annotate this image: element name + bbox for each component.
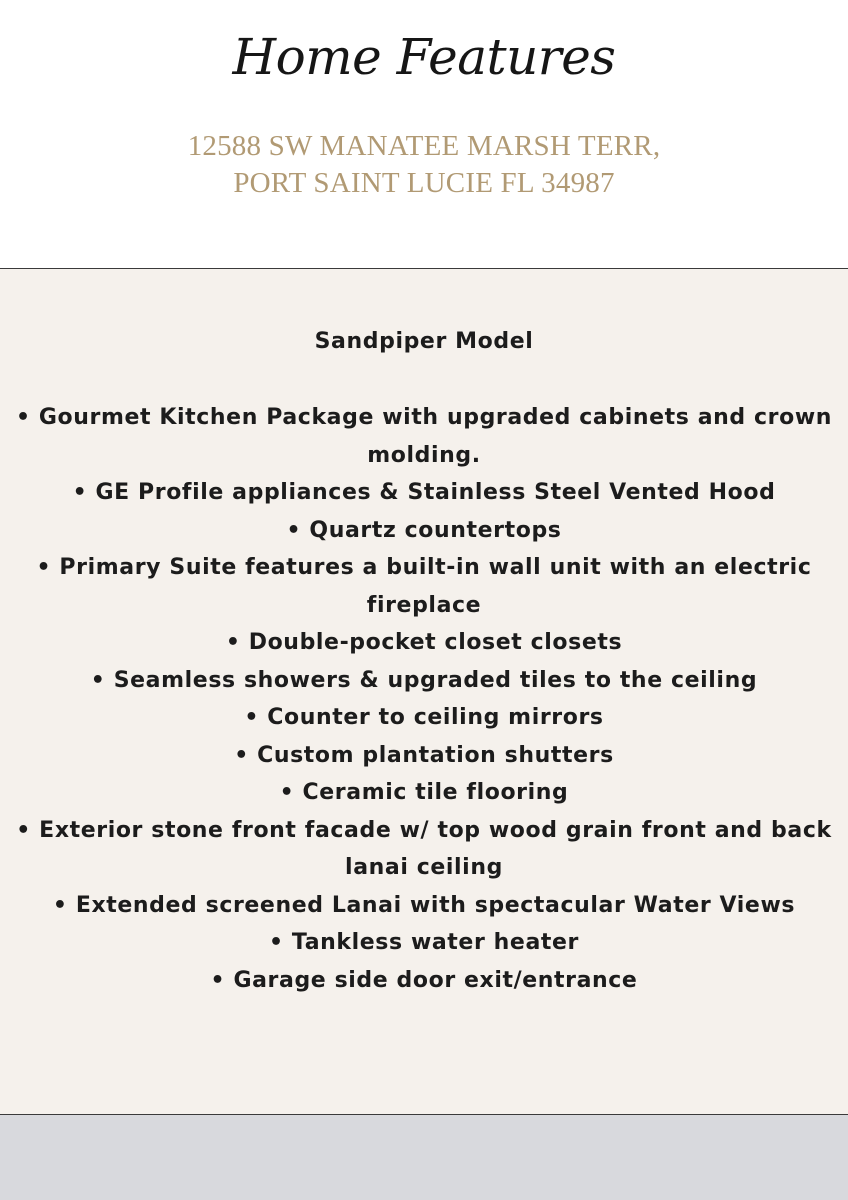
page-title: Home Features	[232, 28, 616, 86]
features-panel	[0, 268, 848, 1115]
feature-item: • Counter to ceiling mirrors	[244, 705, 604, 730]
feature-item: • Extended screened Lanai with spectacular Water Views	[52, 892, 796, 918]
feature-item: • Primary Suite features a built-in wall unit with an electric fireplace	[36, 555, 812, 618]
address-line-2: PORT SAINT LUCIE FL 34987	[233, 167, 615, 199]
property-address	[0, 128, 848, 202]
footer-band	[0, 1115, 848, 1200]
feature-item: • Gourmet Kitchen Package with upgraded cabinets and crown molding.	[15, 405, 833, 468]
feature-item: • Quartz countertops	[286, 517, 562, 543]
feature-item: • Tankless water heater	[269, 930, 579, 955]
feature-item: • Custom plantation shutters	[234, 742, 614, 768]
header	[0, 0, 848, 268]
feature-item: • GE Profile appliances & Stainless Steel Vented Hood	[72, 480, 776, 505]
address-line-1: 12588 SW MANATEE MARSH TERR,	[187, 130, 661, 162]
model-name: Sandpiper Model	[314, 329, 534, 354]
feature-item: • Exterior stone front facade w/ top wood grain front and back lanai ceiling	[16, 817, 832, 880]
feature-item: • Ceramic tile flooring	[279, 780, 569, 805]
feature-item: • Double-pocket closet closets	[225, 630, 623, 655]
features-list	[14, 399, 834, 999]
feature-item: • Seamless showers & upgraded tiles to the ceiling	[90, 667, 758, 693]
feature-item: • Garage side door exit/entrance	[210, 967, 638, 993]
